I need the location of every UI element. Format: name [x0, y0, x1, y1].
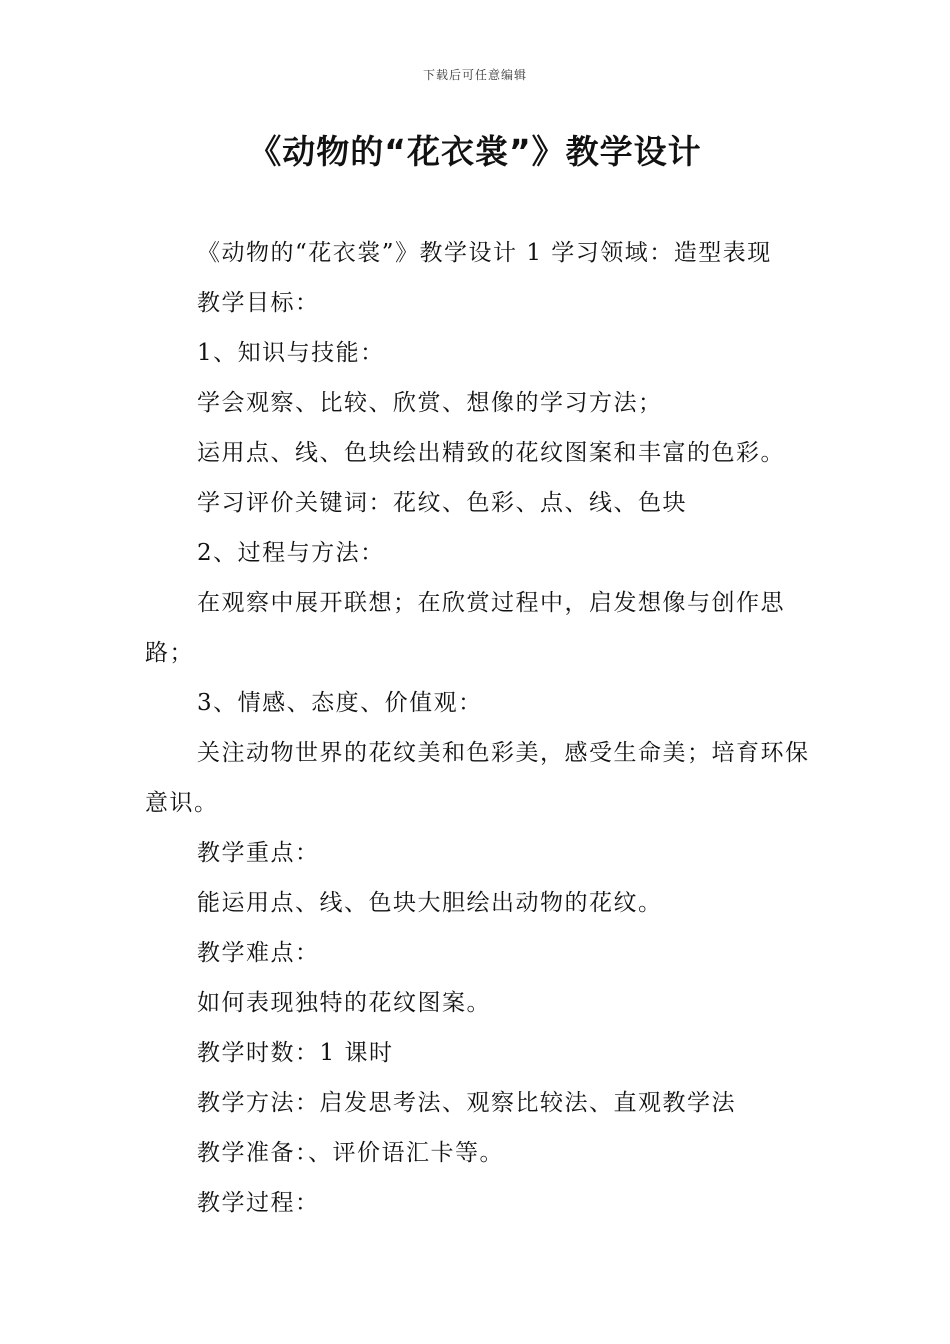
paragraph-key-points-heading: 教学重点：: [197, 840, 320, 866]
paragraph-difficulties-heading: 教学难点：: [197, 940, 320, 966]
paragraph-class-hours: 教学时数：1 课时: [197, 1040, 394, 1066]
paragraph-teaching-goals-heading: 教学目标：: [197, 290, 320, 316]
paragraph-knowledge-skills-heading: 1、知识与技能：: [197, 340, 385, 366]
paragraph-observation-association: 在观察中展开联想；在欣赏过程中，启发想像与创作思路；: [145, 590, 785, 666]
paragraph-difficulties: 如何表现独特的花纹图案。: [197, 990, 491, 1016]
document-title: 《动物的“花衣裳”》教学设计: [248, 132, 702, 171]
paragraph-teaching-methods: 教学方法：启发思考法、观察比较法、直观教学法: [197, 1090, 736, 1116]
document-body: [145, 228, 810, 1228]
paragraph-evaluation-keywords: 学习评价关键词：花纹、色彩、点、线、色块: [197, 490, 687, 516]
paragraph-teaching-preparation: 教学准备：、评价语汇卡等。: [197, 1140, 504, 1166]
paragraph-learning-methods: 学会观察、比较、欣赏、想像的学习方法；: [197, 390, 663, 416]
paragraph-teaching-process-heading: 教学过程：: [197, 1190, 320, 1216]
paragraph-key-points: 能运用点、线、色块大胆绘出动物的花纹。: [197, 890, 663, 916]
paragraph-emotion-values-heading: 3、情感、态度、价值观：: [197, 690, 483, 716]
paragraph-drawing-patterns: 运用点、线、色块绘出精致的花纹图案和丰富的色彩。: [197, 440, 785, 466]
paragraph-learning-domain: 《动物的“花衣裳”》教学设计 1 学习领域：造型表现: [197, 240, 772, 266]
paragraph-process-methods-heading: 2、过程与方法：: [197, 540, 385, 566]
paragraph-care-for-animals: 关注动物世界的花纹美和色彩美，感受生命美；培育环保意识。: [145, 740, 810, 816]
header-note: 下载后可任意编辑: [422, 68, 527, 82]
